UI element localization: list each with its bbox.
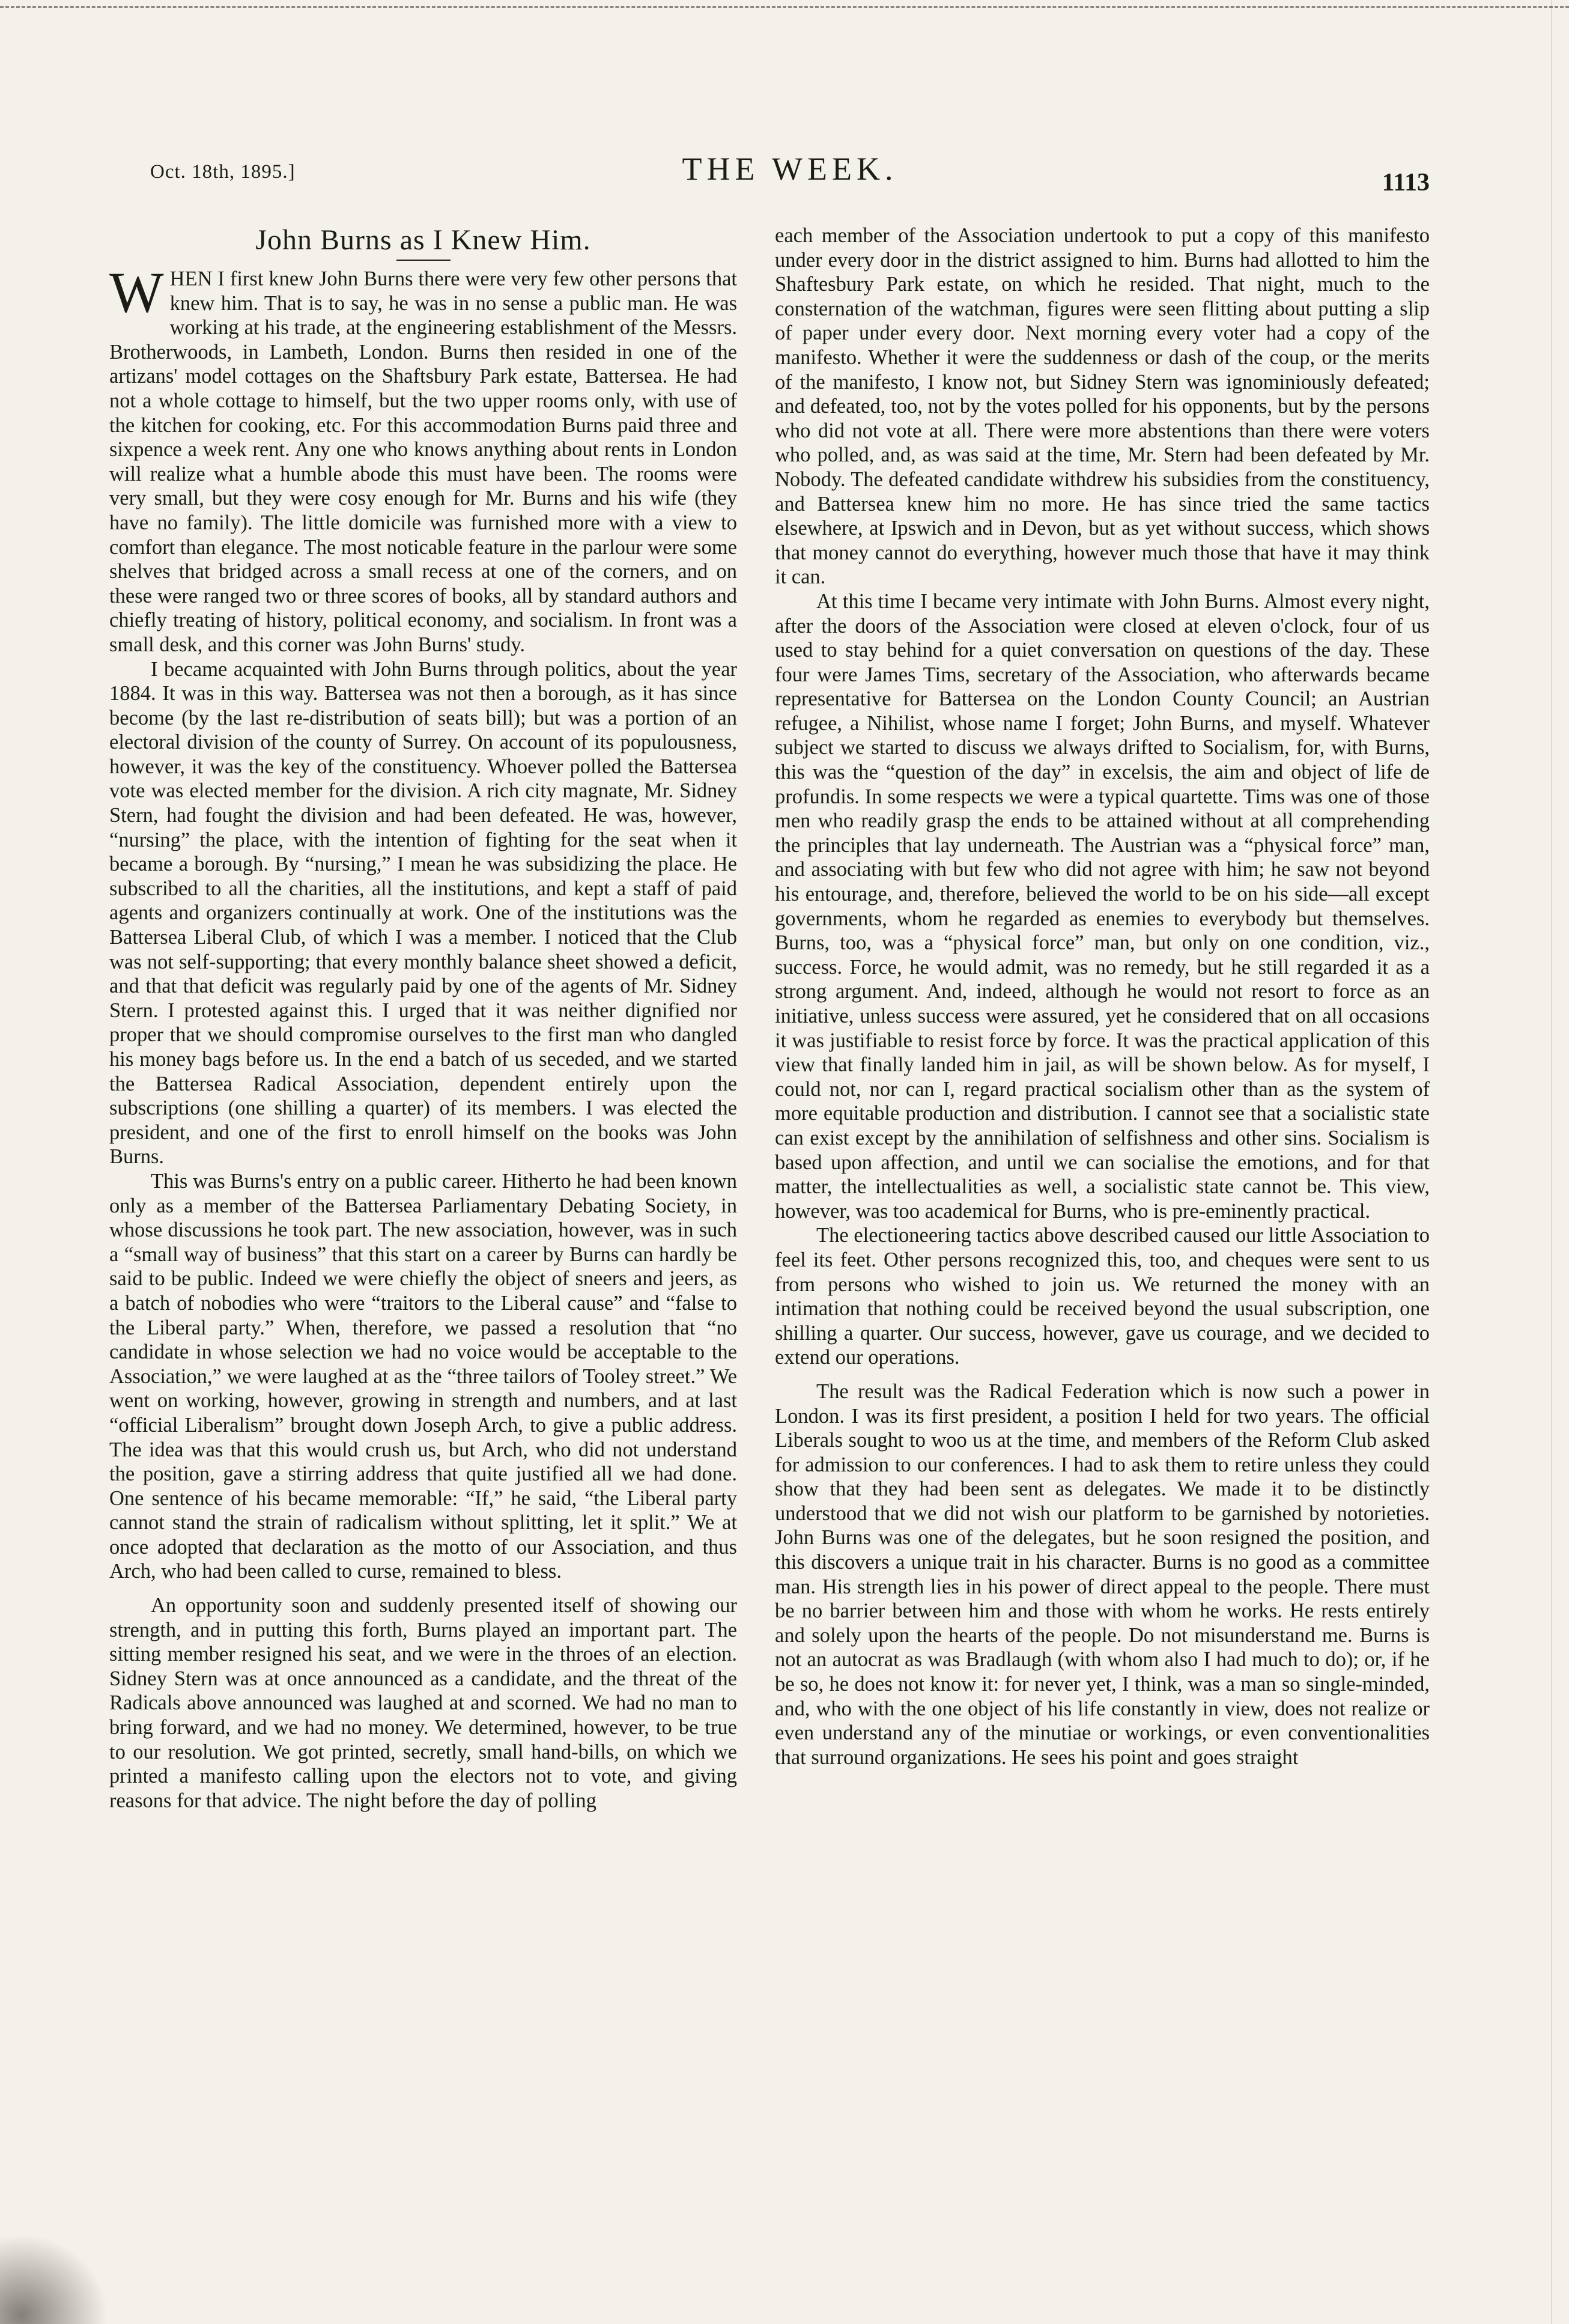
article-paragraph: The electioneering tactics above described caused our little Association to feel its feet. Other persons recognized this, too, and cheques were sent to us from persons who wished to join us. We returned the money with an intimation that nothing could be received beyond the usual subscription, one shilling a quarter. Our success, however, gave us courage, and we decided to extend our operations. [775, 1224, 1430, 1369]
article-paragraph: each member of the Association undertook to put a copy of this manifesto under every door in the district assigned to him. Burns had allotted to him the Shaftesbury Park estate, on which he resided. That night, much to the consternation of the watchman, figures were seen flitting about putting a slip of paper under every door. Next morning every voter had a copy of the manifesto. Whether it were the suddenness or dash of the coup, or the merits of the manifesto, I know not, but Sidney Stern was ignominiously defeated; and defeated, too, not by the votes polled for his opponents, but by the persons who did not vote at all. There were more abstentions than there were voters who polled, and, as was said at the time, Mr. Stern had been defeated by Mr. Nobody. The defeated candidate withdrew his subsidies from the constituency, and Battersea knew him no more. He has since tried the same tactics elsewhere, at Ipswich and in Devon, but as yet without success, which shows that money cannot do everything, however much those that have it may think it can. [775, 224, 1430, 589]
left-column [109, 224, 737, 1813]
publication-title: THE WEEK. [682, 151, 898, 187]
page-number: 1113 [1382, 169, 1430, 196]
paragraph-text: HEN I first knew John Burns there were very few other persons that knew him. That is to say, he was in no sense a public man. He was working at his trade, at the engineering establishment of the Messrs. Brotherwoods, in Lambeth, London. Burns then resided in one of the artizans' model cottages on the Shaftsbury Park estate, Battersea. He had not a whole cottage to himself, but the two upper rooms only, with use of the kitchen for cooking, etc. For this accommodation Burns paid three and sixpence a week rent. Any one who knows anything about rents in London will realize what a humble abode this must have been. The rooms were very small, but they were cosy enough for Mr. Burns and his wife (they have no family). The little domicile was furnished more with a view to comfort than elegance. The most noticable feature in the parlour were some shelves that bridged across a small recess at one of the corners, and on these were ranged two or three scores of books, all by standard authors and chiefly treating of history, political economy, and socialism. In front was a small desk, and this corner was John Burns' study. [109, 267, 737, 656]
article-paragraph: An opportunity soon and suddenly presented itself of showing our strength, and in putting this forth, Burns played an important part. The sitting member resigned his seat, and we were in the throes of an election. Sidney Stern was at once announced as a candidate, and the threat of the Radicals above announced was laughed at and scorned. We had no man to bring forward, and we had no money. We determined, however, to be true to our resolution. We got printed, secretly, small hand-bills, on which we printed a manifesto calling upon the electors not to vote, and giving reasons for that advice. The night before the day of polling [109, 1594, 737, 1812]
article-paragraph: This was Burns's entry on a public career. Hitherto he had been known only as a member of the Battersea Parliamentary Debating Society, in whose discussions he took part. The new association, however, was in such a “small way of business” that this start on a career by Burns can hardly be said to be public. Indeed we were chiefly the object of sneers and jeers, as a batch of nobodies who were “traitors to the Liberal cause” and “false to the Liberal party.” When, therefore, we passed a resolution that “no candidate in whose selection we had no voice would be acceptable to the Association,” we were laughed at as the “three tailors of Tooley street.” We went on working, however, growing in strength and numbers, and at last “official Liberalism” brought down Joseph Arch, to give a public address. The idea was that this would crush us, but Arch, who did not understand the position, gave a stirring address that quite justified all we had done. One sentence of his became memorable: “If,” he said, “the Liberal party cannot stand the strain of radicalism without splitting, let it split.” We at once adopted that declaration as the motto of our Association, and thus Arch, who had been called to curse, remained to bless. [109, 1169, 737, 1583]
header-date: Oct. 18th, 1895.] [150, 161, 296, 183]
page-edge-shadow [1551, 0, 1552, 2324]
article-paragraph: The result was the Radical Federation which is now such a power in London. I was its first president, a position I held for two years. The official Liberals sought to woo us at the time, and members of the Reform Club asked for admission to our conferences. I had to ask them to retire unless they could show that they had been sent as delegates. We made it to be distinctly understood that we did not wish our platform to be garnished by notorieties. John Burns was one of the delegates, but he soon resigned the position, and this discovers a unique trait in his character. Burns is no good as a committee man. His strength lies in his power of direct appeal to the people. There must be no barrier between him and those with whom he works. He rests entirely and solely upon the hearts of the people. Do not misunderstand me. Burns is not an autocrat as was Bradlaugh (with whom also I had much to do); or, if he be so, he does not know it: for never yet, I think, was a man so single-minded, and, who with the one object of his life constantly in view, does not realize or even understand any of the minutiae or workings, or even conventionalities that surround organizations. He sees his point and goes straight [775, 1379, 1430, 1769]
drop-capital: W [109, 260, 165, 324]
article-title: John Burns as I Knew Him. [255, 224, 591, 256]
right-column [775, 224, 1430, 1769]
article-paragraph: I became acquainted with John Burns through politics, about the year 1884. It was in this way. Battersea was not then a borough, as it has since become (by the last re-distribution of seats bill); but was a portion of an electoral division of the county of Surrey. On account of its populousness, however, it was the key of the constituency. Whoever polled the Battersea vote was elected member for the division. A rich city magnate, Mr. Sidney Stern, had fought the division and had been defeated. He was, however, “nursing” the place, with the intention of fighting for the seat when it became a borough. By “nursing,” I mean he was subsidizing the place. He subscribed to all the charities, all the institutions, and kept a staff of paid agents and organizers continually at work. One of the institutions was the Battersea Liberal Club, of which I was a member. I noticed that the Club was not self-supporting; that every monthly balance sheet showed a deficit, and that that deficit was regularly paid by one of the agents of Mr. Sidney Stern. I protested against this. I urged that it was neither dignified nor proper that we should compromise ourselves to the first man who dangled his money bags before us. In the end a batch of us seceded, and we started the Battersea Radical Association, dependent entirely upon the subscriptions (one shilling a quarter) of its members. I was elected the president, and one of the first to enroll himself on the books was John Burns. [109, 657, 737, 1169]
page-header [150, 150, 1430, 204]
ink-smudge [0, 2234, 108, 2324]
article-paragraph: At this time I became very intimate with John Burns. Almost every night, after the doors of the Association were closed at eleven o'clock, four of us used to stay behind for a quiet conversation on questions of the day. These four were James Tims, secretary of the Association, who afterwards became representative for Battersea on the London County Council; an Austrian refugee, a Nihilist, whose name I forget; John Burns, and myself. Whatever subject we started to discuss we always drifted to Socialism, for, with Burns, this was the “question of the day” in excelsis, the aim and object of life de profundis. In some respects we were a typical quartette. Tims was one of those men who readily grasp the ends to be attained without at all comprehending the principles that lay underneath. The Austrian was a “physical force” man, and associating with but few who did not agree with him; he saw not beyond his entourage, and, therefore, believed the world to be on his side—all except governments, whom he regarded as enemies to everybody but themselves. Burns, too, was a “physical force” man, but only on one condition, viz., success. Force, he would admit, was no remedy, but he still regarded it as a strong argument. And, indeed, although he would not resort to force as an initiative, unless success were assured, yet he considered that on all occasions it was justifiable to resist force by force. It was the practical application of this view that finally landed him in jail, as will be shown below. As for myself, I could not, nor can I, regard practical socialism other than as the system of more equitable production and distribution. I cannot see that a socialistic state can exist except by the annihilation of selfishness and other sins. Socialism is based upon affection, and until we can socialise the emotions, and for that matter, the intellectualities as well, a socialistic state cannot be. This view, however, was too academical for Burns, who is pre-eminently practical. [775, 589, 1430, 1223]
title-divider [396, 260, 451, 261]
top-edge-rule [0, 6, 1569, 8]
article-paragraph [109, 260, 737, 657]
